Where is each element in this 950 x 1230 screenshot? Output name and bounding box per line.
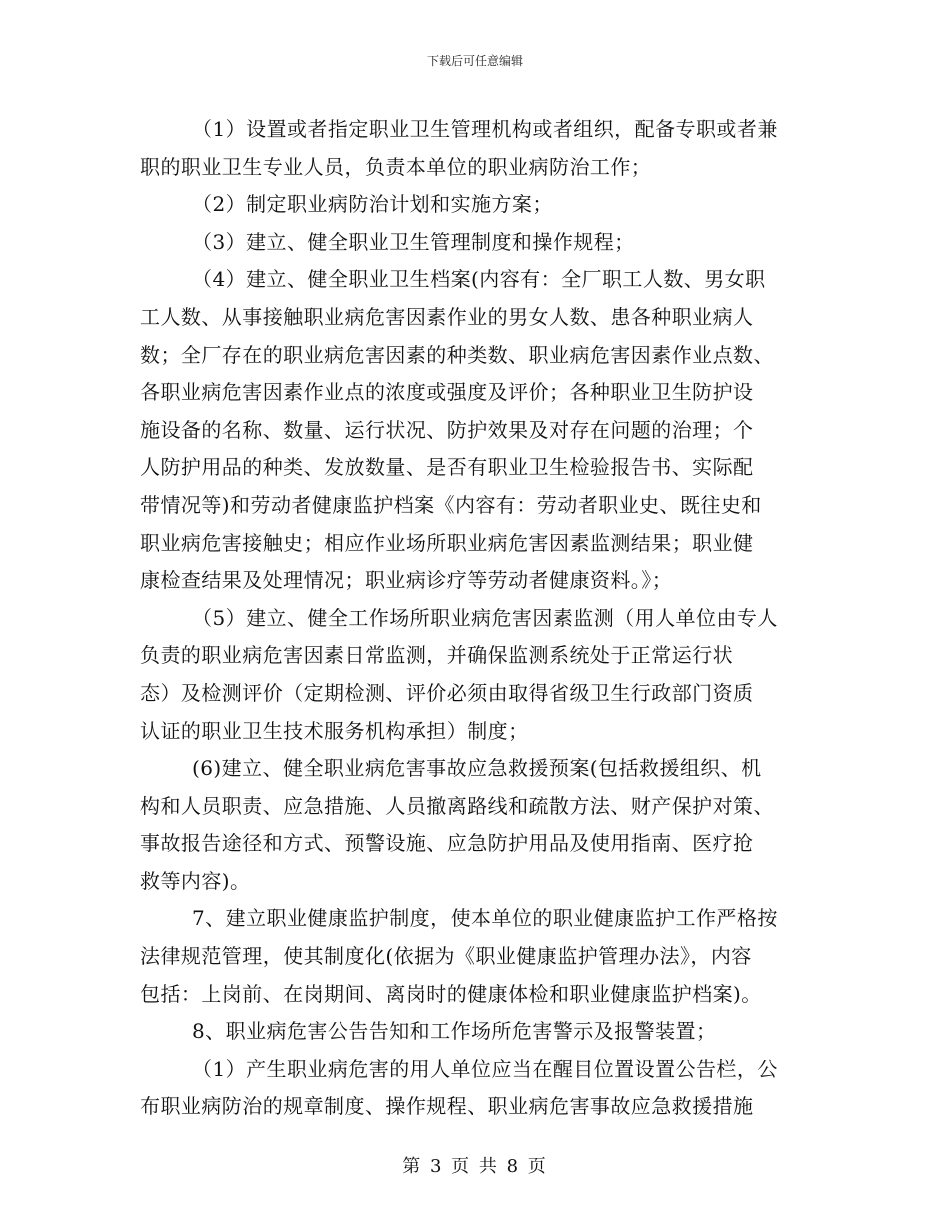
body-line: 救等内容)。 xyxy=(140,868,251,893)
page-header: 下载后可任意编辑 xyxy=(426,54,523,68)
body-line: 数；全厂存在的职业病危害因素的种类数、职业病危害因素作业点数、 xyxy=(140,342,774,367)
body-line: 构和人员职责、应急措施、人员撤离路线和疏散方法、财产保护对策、 xyxy=(140,793,774,818)
body-line: 各职业病危害因素作业点的浓度或强度及评价；各种职业卫生防护设 xyxy=(140,380,754,405)
body-line: （5）建立、健全工作场所职业病危害因素监测（用人单位由专人 xyxy=(192,605,778,630)
document-body xyxy=(140,111,802,1126)
body-line: 职的职业卫生专业人员，负责本单位的职业病防治工作； xyxy=(140,154,652,179)
body-line: （3）建立、健全职业卫生管理制度和操作规程； xyxy=(192,229,635,254)
body-line: （4）建立、健全职业卫生档案(内容有：全厂职工人数、男女职 xyxy=(192,267,766,292)
body-line: （2）制定职业病防治计划和实施方案； xyxy=(192,192,553,217)
body-line: 认证的职业卫生技术服务机构承担）制度； xyxy=(140,718,529,743)
body-line: 事故报告途径和方式、预警设施、应急防护用品及使用指南、医疗抢 xyxy=(140,831,754,856)
page-footer: 第 3 页 共 8 页 xyxy=(402,1156,548,1177)
body-line: 职业病危害接触史；相应作业场所职业病危害因素监测结果；职业健 xyxy=(140,530,754,555)
body-line: 布职业病防治的规章制度、操作规程、职业病危害事故应急救援措施 xyxy=(140,1094,754,1119)
body-line: 7、建立职业健康监护制度，使本单位的职业健康监护工作严格按 xyxy=(192,906,778,931)
body-line: 法律规范管理，使其制度化(依据为《职业健康监护管理办法》，内容 xyxy=(140,944,752,969)
body-line: （1）产生职业病危害的用人单位应当在醒目位置设置公告栏，公 xyxy=(192,1056,778,1081)
body-line: (6)建立、健全职业病危害事故应急救援预案(包括救援组织、机 xyxy=(192,756,762,781)
body-line: 带情况等)和劳动者健康监护档案《内容有：劳动者职业史、既往史和 xyxy=(140,492,762,517)
body-line: 负责的职业病危害因素日常监测，并确保监测系统处于正常运行状 xyxy=(140,643,734,668)
body-line: （1）设置或者指定职业卫生管理机构或者组织，配备专职或者兼 xyxy=(192,117,778,141)
body-line: 工人数、从事接触职业病危害因素作业的男女人数、患各种职业病人 xyxy=(140,304,754,329)
body-line: 施设备的名称、数量、运行状况、防护效果及对存在问题的治理；个 xyxy=(140,417,754,442)
body-line: 康检查结果及处理情况；职业病诊疗等劳动者健康资料。》； xyxy=(140,568,673,593)
body-line: 包括：上岗前、在岗期间、离岗时的健康体检和职业健康监护档案)。 xyxy=(140,981,762,1006)
body-line: 人防护用品的种类、发放数量、是否有职业卫生检验报告书、实际配 xyxy=(140,455,754,480)
body-line: 8、职业病危害公告告知和工作场所危害警示及报警装置； xyxy=(192,1019,717,1044)
body-line: 态）及检测评价（定期检测、评价必须由取得省级卫生行政部门资质 xyxy=(140,680,754,705)
